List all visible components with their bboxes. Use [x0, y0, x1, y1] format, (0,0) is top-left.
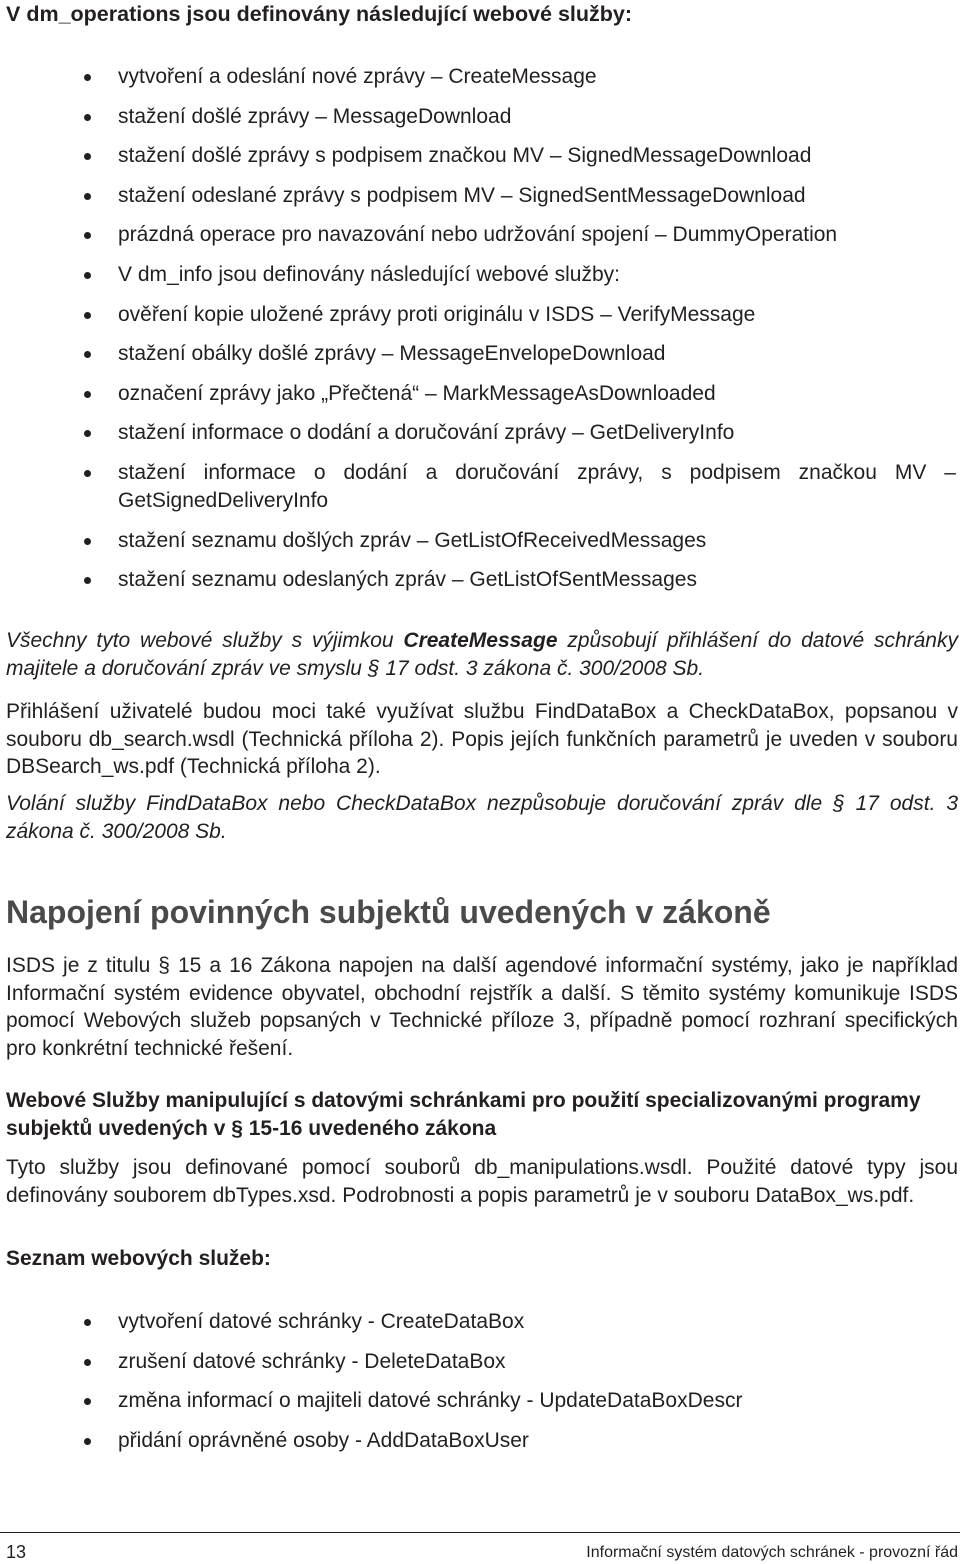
list-item-text: prázdná operace pro navazování nebo udržování spojení – DummyOperation — [118, 223, 838, 247]
login-note-text-start: Všechny tyto webové služby s výjimkou — [6, 629, 404, 652]
search-services-paragraph: Přihlášení uživatelé budou moci také využívat službu FindDataBox a CheckDataBox, popsanou v souboru db_search.wsdl (Technická příloha 2). Popis jejích funkčních parametrů je uveden v souboru DBSearch_ws.pdf (Technická příloha 2). — [6, 700, 958, 779]
list-item-text: stažení seznamu došlých zpráv – GetListOfReceivedMessages — [118, 528, 707, 552]
list-item-text: stažení informace o dodání a doručování zprávy, s podpisem značkou MV – GetSignedDeliveryInfo — [118, 460, 956, 512]
bullet-icon — [84, 577, 91, 584]
list-item-text: stažení obálky došlé zprávy – MessageEnvelopeDownload — [118, 342, 666, 366]
bullet-icon — [84, 1319, 91, 1326]
list-item-text: stažení došlé zprávy – MessageDownload — [118, 104, 512, 128]
list-item-text: označení zprávy jako „Přečtená“ – MarkMessageAsDownloaded — [118, 381, 716, 405]
list-item — [0, 301, 958, 329]
intro-heading: V dm_operations jsou definovány následující webové služby: — [6, 2, 633, 26]
list-item — [0, 63, 958, 91]
list-item — [0, 1427, 958, 1455]
list-item-text: V dm_info jsou definovány následující webové služby: — [118, 262, 620, 286]
section-heading: Napojení povinných subjektů uvedených v zákoně — [6, 894, 771, 930]
list-item-text: změna informací o majiteli datové schránky - UpdateDataBoxDescr — [118, 1389, 743, 1413]
service-list-heading: Seznam webových služeb: — [6, 1247, 271, 1270]
bullet-icon — [84, 538, 91, 545]
list-item — [0, 1348, 958, 1376]
bullet-icon — [84, 351, 91, 358]
operations-service-list — [0, 63, 958, 606]
search-delivery-note-paragraph: Volání služby FindDataBox nebo CheckDataBox nezpůsobuje doručování zpráv dle § 17 odst. 3 zákona č. 300/2008 Sb. — [6, 792, 958, 843]
footer-divider — [0, 1532, 960, 1533]
list-item-text: stažení došlé zprávy s podpisem značkou MV – SignedMessageDownload — [118, 144, 812, 168]
list-item — [0, 459, 958, 515]
bullet-icon — [84, 430, 91, 437]
list-item-text: stažení seznamu odeslaných zpráv – GetListOfSentMessages — [118, 568, 697, 592]
list-item — [0, 182, 958, 210]
list-item-text: zrušení datové schránky - DeleteDataBox — [118, 1349, 506, 1373]
bullet-icon — [84, 470, 91, 477]
list-item — [0, 419, 958, 447]
list-item — [0, 1308, 958, 1336]
page-number: 13 — [6, 1542, 27, 1562]
list-item-text: vytvoření datové schránky - CreateDataBox — [118, 1310, 525, 1333]
bullet-icon — [84, 153, 91, 160]
bullet-icon — [84, 391, 91, 398]
list-item-text: stažení informace o dodání a doručování zprávy – GetDeliveryInfo — [118, 421, 735, 445]
list-item — [0, 340, 958, 368]
bullet-icon — [84, 1398, 91, 1405]
subsection-heading: Webové Služby manipulující s datovými schránkami pro použití specializovanými programy subjektů uvedených v § 15-16 uvedeného zákona — [6, 1089, 921, 1140]
login-note-exception: CreateMessage — [403, 629, 558, 652]
bullet-icon — [84, 114, 91, 121]
bullet-icon — [84, 232, 91, 239]
bullet-icon — [84, 1359, 91, 1366]
list-item — [0, 566, 958, 594]
login-note-text-end: způsobují přihlášení do datové schránky majitele a doručování zpráv ve smyslu § 17 odst. 3 zákona č. 300/2008 Sb. — [6, 629, 958, 680]
list-item — [0, 527, 958, 555]
bullet-icon — [84, 312, 91, 319]
bullet-icon — [84, 272, 91, 279]
bullet-icon — [84, 193, 91, 200]
list-item — [0, 261, 958, 289]
list-item-text: stažení odeslané zprávy s podpisem MV – SignedSentMessageDownload — [118, 183, 806, 207]
databox-service-list — [0, 1308, 958, 1466]
list-item-text: přidání oprávněné osoby - AddDataBoxUser — [118, 1428, 529, 1452]
definitions-paragraph: Tyto služby jsou definované pomocí souborů db_manipulations.wsdl. Použité datové typy jsou definovány souborem dbTypes.xsd. Podrobnosti a popis parametrů je v souboru DataBox_ws.pdf. — [6, 1156, 958, 1207]
bullet-icon — [84, 1438, 91, 1445]
list-item — [0, 380, 958, 408]
list-item-text: ověření kopie uložené zprávy proti originálu v ISDS – VerifyMessage — [118, 302, 756, 326]
section-intro-paragraph: ISDS je z titulu § 15 a 16 Zákona napojen na další agendové informační systémy, jako je například Informační systém evidence obyvatel, obchodní rejstřík a další. S těmito systémy komunikuje ISDS pomocí Webových služeb popsaných v Technické příloze 3, případně pomocí rozhraní specifických pro konkrétní technické řešení. — [6, 954, 958, 1060]
list-item — [0, 1387, 958, 1415]
list-item — [0, 103, 958, 131]
document-title: Informační systém datových schránek - provozní řád — [586, 1544, 958, 1561]
login-note-paragraph — [6, 627, 958, 682]
list-item-text: vytvoření a odeslání nové zprávy – CreateMessage — [118, 65, 597, 88]
bullet-icon — [84, 74, 91, 81]
list-item — [0, 221, 958, 249]
list-item — [0, 142, 958, 170]
